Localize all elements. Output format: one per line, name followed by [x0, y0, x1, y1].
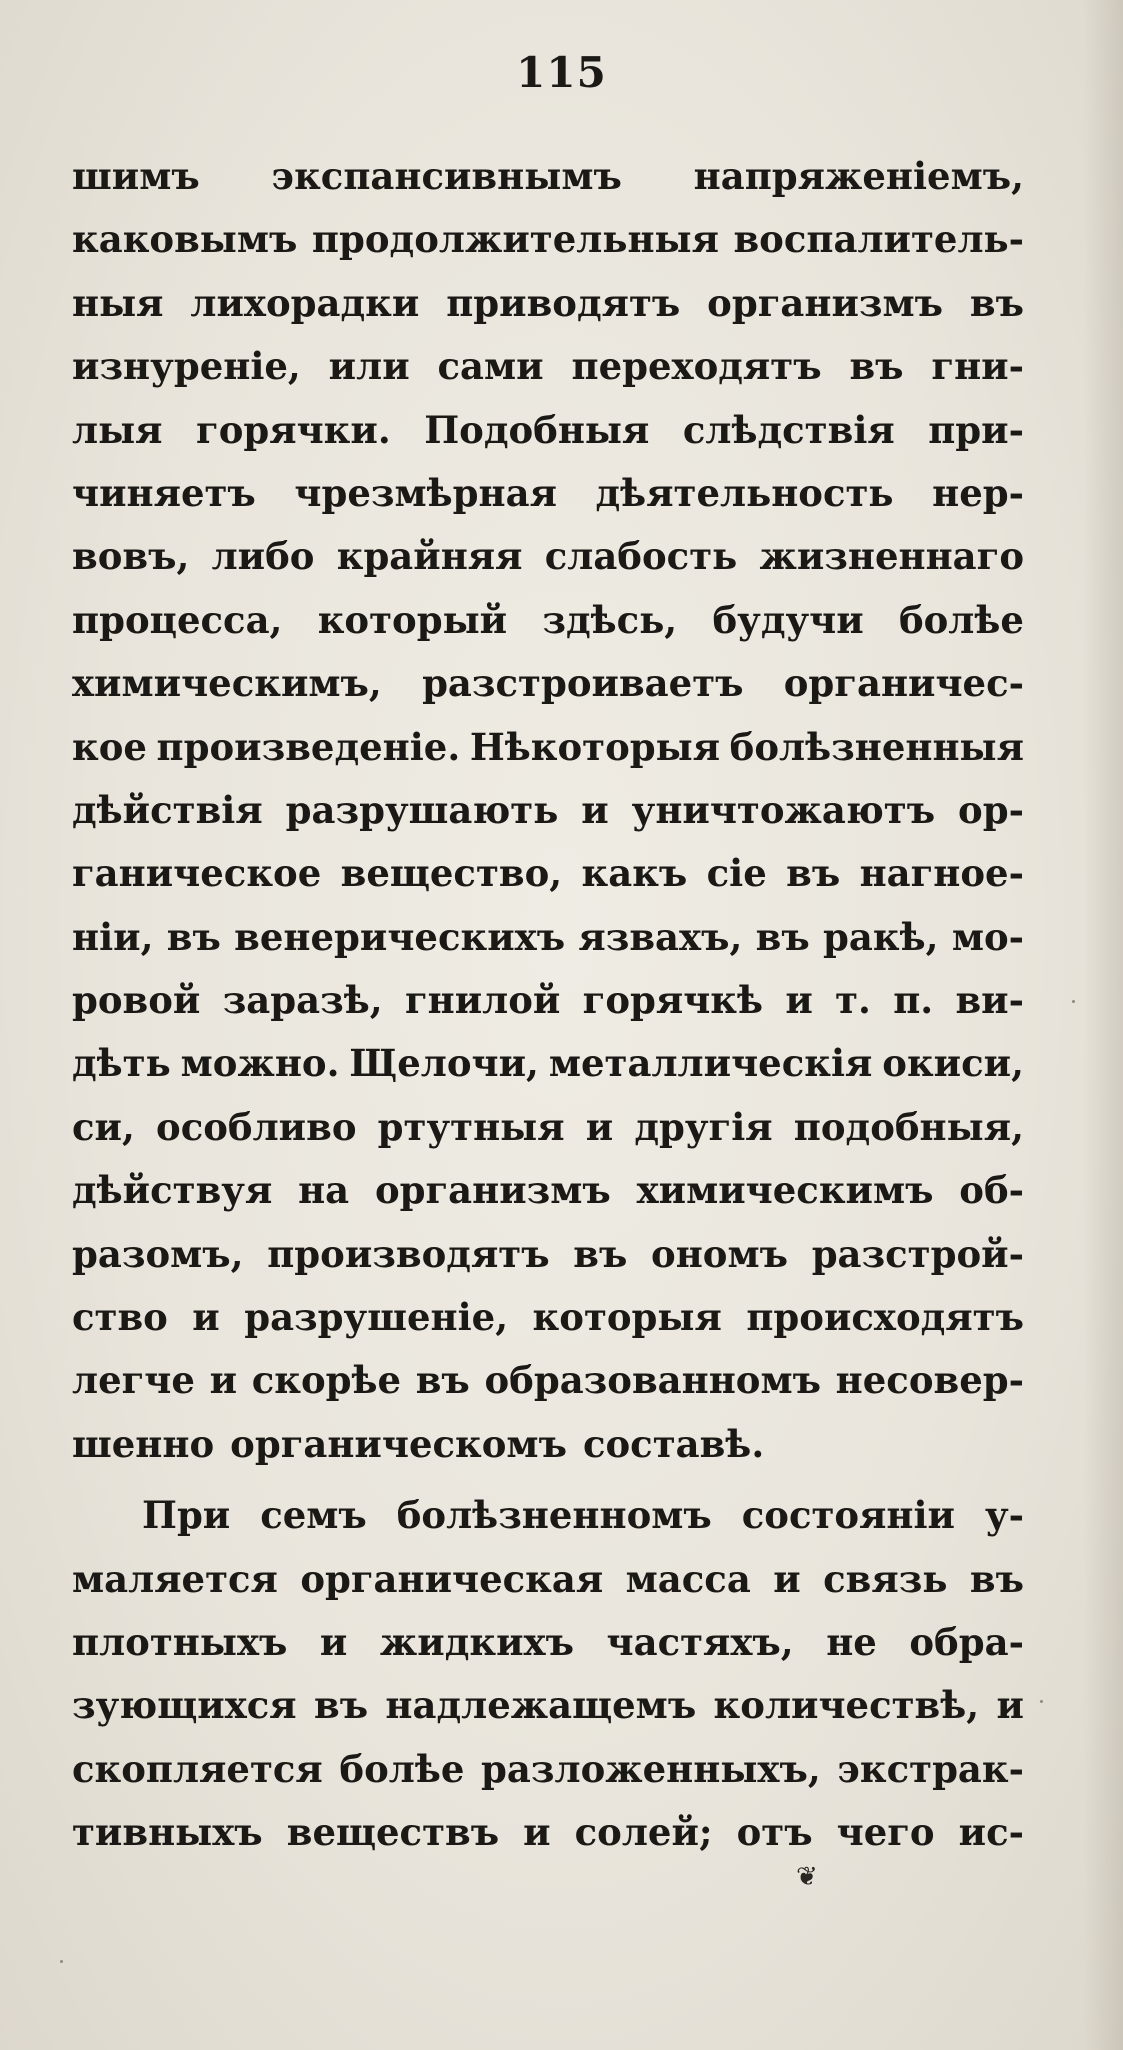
word: переходятъ	[571, 344, 822, 389]
word: производятъ	[267, 1231, 550, 1276]
text-line	[72, 1548, 1024, 1611]
word: слабость	[544, 534, 738, 579]
word: ровой	[72, 978, 201, 1023]
word: Щелочи,	[349, 1041, 539, 1086]
word: горячки.	[196, 407, 391, 452]
text-block	[72, 145, 1024, 1865]
word: скорѣе	[251, 1358, 402, 1403]
text-line	[72, 1413, 1024, 1476]
word: ртутныя	[377, 1104, 565, 1149]
word: венерическихъ	[234, 914, 566, 959]
word: дѣятельность	[595, 470, 894, 515]
word: вовъ,	[72, 534, 190, 579]
word: нiи,	[72, 914, 154, 959]
word: подобныя,	[793, 1104, 1024, 1149]
text-line	[72, 272, 1024, 335]
page-number: 115	[516, 48, 607, 97]
text-line	[72, 1611, 1024, 1674]
word: солей;	[574, 1810, 713, 1855]
text-line	[72, 1349, 1024, 1412]
text-line	[72, 335, 1024, 398]
word: разложенныхъ,	[481, 1746, 821, 1791]
word: слѣдствiя	[682, 407, 895, 452]
text-line	[72, 1484, 1024, 1547]
word: масса	[625, 1556, 751, 1601]
word: семъ	[260, 1493, 367, 1538]
word: крайняя	[336, 534, 523, 579]
word: и	[319, 1619, 348, 1664]
word: плотныхъ	[72, 1619, 288, 1664]
word: мо-	[951, 914, 1024, 959]
word: сами	[437, 344, 544, 389]
word: у-	[984, 1493, 1024, 1538]
word: си,	[72, 1104, 135, 1149]
text-line	[72, 462, 1024, 525]
text-line	[72, 1286, 1024, 1349]
word: не	[826, 1619, 877, 1664]
text-line	[72, 969, 1024, 1032]
word: и	[209, 1358, 238, 1403]
word: окиси,	[882, 1041, 1024, 1086]
word: приводятъ	[446, 280, 681, 325]
word: экспансивнымъ	[271, 154, 622, 198]
word: отъ	[736, 1810, 813, 1855]
text-line	[72, 145, 1024, 208]
word: происходятъ	[746, 1295, 1024, 1340]
word: ство	[72, 1295, 168, 1340]
word: чиняетъ	[72, 470, 256, 515]
word: легче	[72, 1358, 195, 1403]
word: нагное-	[859, 851, 1024, 896]
word: болѣе	[898, 597, 1024, 642]
word: ныя	[72, 280, 164, 325]
word: и	[581, 787, 609, 832]
word: Нѣкоторыя	[469, 724, 721, 769]
text-line	[72, 1223, 1024, 1286]
word: и	[585, 1104, 614, 1149]
word: шенно	[72, 1421, 215, 1466]
word: болѣзненномъ	[396, 1493, 712, 1538]
word: либо	[211, 534, 315, 579]
word: химическимъ,	[72, 661, 382, 706]
word: количествѣ,	[713, 1683, 980, 1728]
word: процесса,	[72, 597, 283, 642]
text-line	[72, 1674, 1024, 1737]
word: и	[523, 1810, 551, 1855]
word: каковымъ	[72, 217, 298, 262]
text-line	[72, 525, 1024, 588]
text-line	[72, 1738, 1024, 1801]
word: въ	[786, 851, 841, 896]
word: въ	[313, 1683, 369, 1728]
paper-speck	[60, 1960, 63, 1963]
word: болѣе	[339, 1746, 465, 1791]
word: экстрак-	[837, 1746, 1024, 1791]
word: который	[317, 597, 508, 642]
text-line	[72, 1032, 1024, 1095]
word: и	[773, 1556, 801, 1601]
word: изнуренiе,	[72, 344, 301, 389]
text-line	[72, 399, 1024, 462]
word: образованномъ	[484, 1358, 822, 1403]
word: об-	[959, 1168, 1024, 1213]
word: лихорадки	[190, 280, 420, 325]
paper-speck	[1040, 1700, 1043, 1703]
word: несовер-	[835, 1358, 1024, 1403]
word: особливо	[156, 1104, 357, 1149]
word: связь	[823, 1556, 948, 1601]
word: ви-	[955, 978, 1024, 1023]
word: въ	[849, 344, 904, 389]
word: дѣть	[72, 1041, 171, 1086]
word: разрушають	[285, 787, 559, 832]
word: Подобныя	[424, 407, 650, 452]
text-line	[72, 716, 1024, 779]
word: будучи	[712, 597, 864, 642]
word: разстрой-	[811, 1231, 1024, 1276]
word: ракѣ,	[823, 914, 939, 959]
word: лыя	[72, 407, 163, 452]
word: произведенiе.	[156, 724, 461, 769]
word: химическимъ	[636, 1168, 934, 1213]
word: организмъ	[374, 1168, 611, 1213]
word: и	[785, 978, 813, 1023]
word: зующихся	[72, 1683, 297, 1728]
word: болѣзненныя	[729, 724, 1024, 769]
word: п.	[893, 978, 934, 1023]
word: въ	[415, 1358, 470, 1403]
word: дѣйствiя	[72, 787, 263, 832]
word: нер-	[932, 470, 1024, 515]
word: кое	[72, 724, 147, 769]
word: въ	[969, 280, 1024, 325]
word: на	[298, 1168, 350, 1213]
word: органическая	[300, 1556, 604, 1601]
word: горячкѣ	[582, 978, 764, 1023]
text-line	[72, 208, 1024, 271]
word: продолжительныя	[311, 217, 719, 262]
word: тивныхъ	[72, 1810, 263, 1855]
word: воспалитель-	[733, 217, 1024, 262]
text-line	[72, 779, 1024, 842]
word: При	[142, 1493, 231, 1538]
word: чрезмѣрная	[294, 470, 557, 515]
text-line	[72, 1096, 1024, 1159]
word: веществъ	[286, 1810, 500, 1855]
text-line	[72, 589, 1024, 652]
paper-speck	[1072, 1000, 1075, 1003]
word: обра-	[909, 1619, 1024, 1664]
word: вещество,	[340, 851, 563, 896]
word: составѣ.	[582, 1421, 765, 1466]
word: въ	[969, 1556, 1024, 1601]
word: гни-	[931, 344, 1024, 389]
word: жизненнаго	[759, 534, 1024, 579]
paragraph-2	[72, 1484, 1024, 1864]
word: ганическое	[72, 851, 322, 896]
word: гнилой	[404, 978, 561, 1023]
word: или	[328, 344, 410, 389]
word: которыя	[532, 1295, 722, 1340]
word: т.	[835, 978, 871, 1023]
word: заразѣ,	[222, 978, 383, 1023]
word: ономъ	[651, 1231, 789, 1276]
word: органическомъ	[230, 1421, 567, 1466]
word: въ	[573, 1231, 628, 1276]
word: металлическiя	[548, 1041, 873, 1086]
page-edge-shadow	[1083, 0, 1123, 2050]
word: скопляется	[72, 1746, 323, 1791]
word: надлежащемъ	[385, 1683, 697, 1728]
word: можно.	[180, 1041, 340, 1086]
text-line	[72, 1801, 1024, 1864]
word: какъ	[581, 851, 688, 896]
word: въ	[166, 914, 221, 959]
text-line	[72, 652, 1024, 715]
word: маляется	[72, 1556, 278, 1601]
text-line	[72, 906, 1024, 969]
text-line	[72, 842, 1024, 905]
word: органичес-	[783, 661, 1024, 706]
word: въ	[755, 914, 810, 959]
word: и	[192, 1295, 220, 1340]
flower-ornament-icon: ❦	[796, 1862, 818, 1892]
word: организмъ	[707, 280, 944, 325]
word: здѣсь,	[542, 597, 678, 642]
word: шимъ	[72, 154, 200, 198]
word: сiе	[706, 851, 767, 896]
word: чего	[836, 1810, 935, 1855]
text-line	[72, 1159, 1024, 1222]
word: разстроиваетъ	[422, 661, 744, 706]
word: ор-	[958, 787, 1024, 832]
word: язвахъ,	[578, 914, 743, 959]
word: частяхъ,	[606, 1619, 794, 1664]
word: и	[996, 1683, 1024, 1728]
word: жидкихъ	[379, 1619, 574, 1664]
word: напряженiемъ,	[693, 154, 1024, 198]
word: другiя	[634, 1104, 773, 1149]
word: при-	[928, 407, 1024, 452]
word: дѣйствуя	[72, 1168, 273, 1213]
word: состоянiи	[741, 1493, 955, 1538]
word: разрушенiе,	[244, 1295, 509, 1340]
word: разомъ,	[72, 1231, 244, 1276]
paragraph-1	[72, 145, 1024, 1476]
word: уничтожаютъ	[631, 787, 936, 832]
word: ис-	[958, 1810, 1024, 1855]
